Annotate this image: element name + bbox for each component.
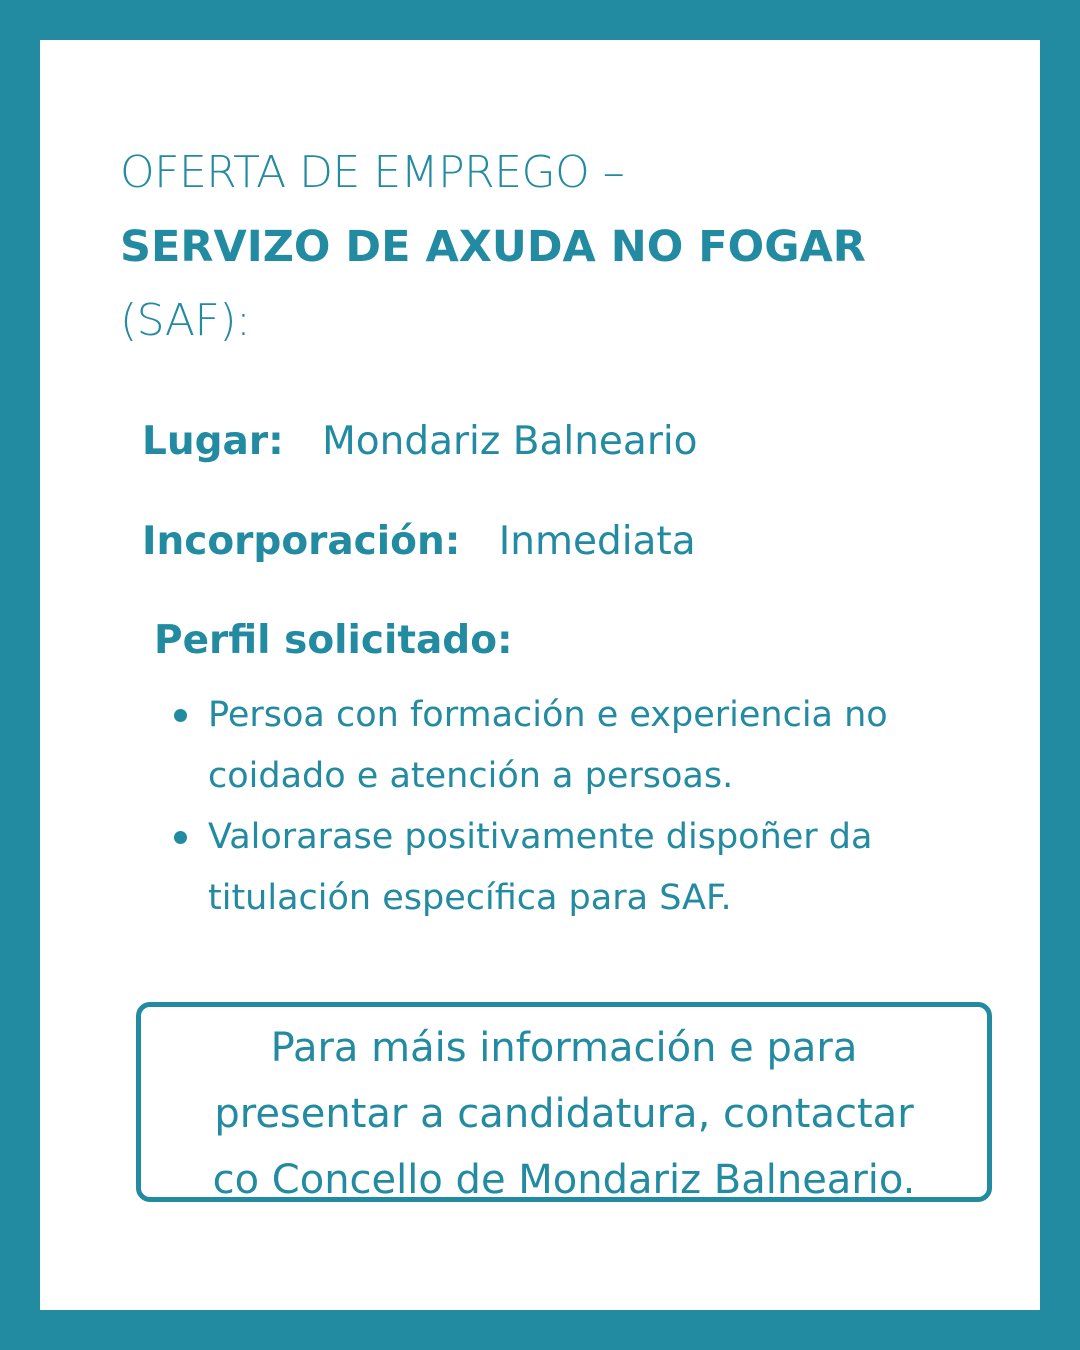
requirement-text: Valorarase positivamente dispoñer da titulación específica para SAF. — [208, 817, 873, 918]
contact-info-box — [136, 1002, 992, 1202]
bullet-icon — [174, 709, 187, 722]
location-label: Lugar: — [142, 419, 284, 464]
list-item — [170, 807, 990, 929]
title-line-2: SERVIZO DE AXUDA NO FOGAR — [120, 222, 866, 272]
requirement-text: Persoa con formación e experiencia no coidado e atención a persoas. — [208, 695, 888, 796]
start-date-label: Incorporación: — [142, 519, 461, 564]
contact-line-3: co Concello de Mondariz Balneario. — [212, 1157, 916, 1203]
title-line-3: (SAF): — [120, 295, 251, 346]
page-title — [120, 136, 980, 358]
contact-text — [141, 1015, 987, 1213]
bullet-icon — [174, 831, 187, 844]
location-field — [142, 417, 698, 467]
title-line-1: OFERTA DE EMPREGO – — [120, 147, 625, 198]
job-offer-card — [40, 40, 1040, 1310]
list-item — [170, 685, 990, 807]
start-date-value: Inmediata — [498, 519, 696, 564]
contact-line-1: Para máis información e para — [270, 1025, 858, 1071]
profile-heading: Perfil solicitado: — [154, 618, 513, 663]
profile-requirements-list — [170, 685, 990, 929]
contact-line-2: presentar a candidatura, contactar — [214, 1091, 914, 1137]
start-date-field — [142, 517, 696, 567]
location-value: Mondariz Balneario — [322, 419, 698, 464]
